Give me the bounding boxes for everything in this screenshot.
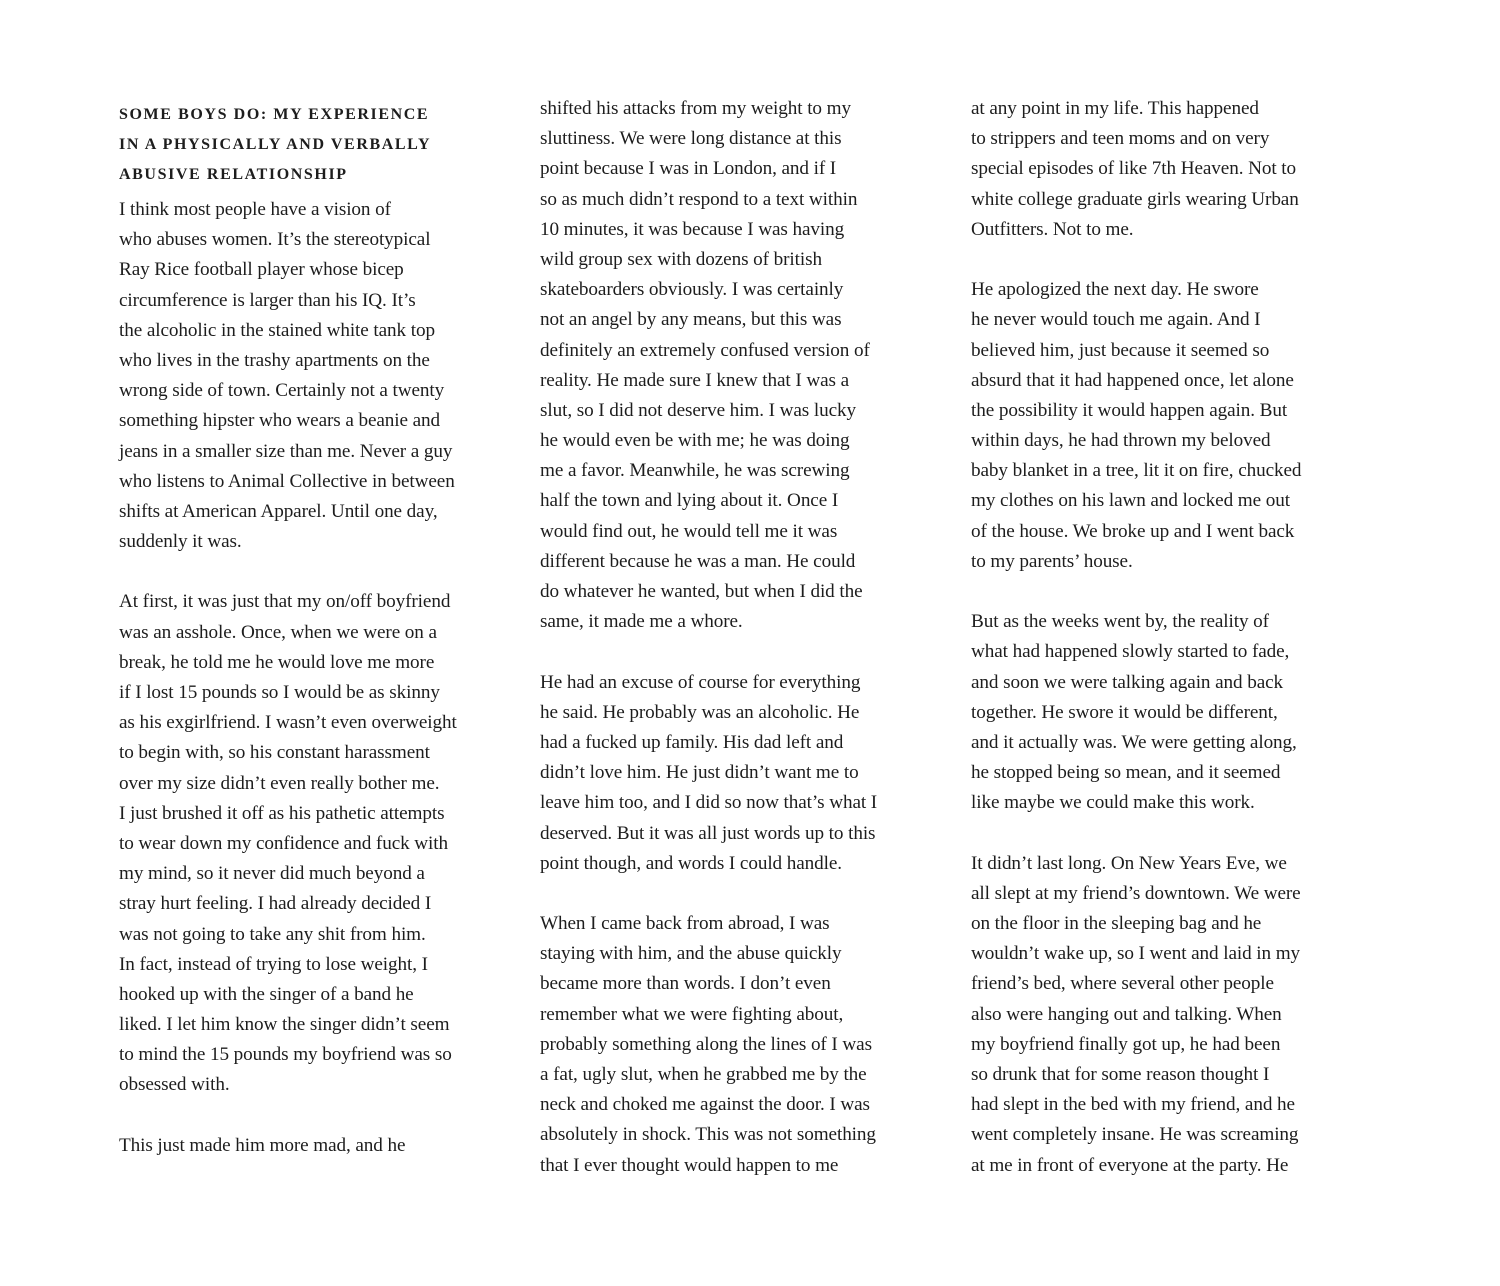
title-line: SOME BOYS DO: MY EXPERIENCE bbox=[119, 106, 430, 123]
text-line: slut, so I did not deserve him. I was lucky bbox=[540, 399, 856, 421]
paragraph bbox=[971, 275, 1301, 577]
column-body bbox=[971, 94, 1301, 1211]
text-line: he said. He probably was an alcoholic. He bbox=[540, 701, 860, 723]
paragraph bbox=[119, 195, 457, 557]
text-line: He apologized the next day. He swore bbox=[971, 279, 1259, 301]
text-line: of the house. We broke up and I went back bbox=[971, 520, 1295, 542]
paragraph bbox=[971, 607, 1301, 818]
text-line: he stopped being so mean, and it seemed bbox=[971, 762, 1281, 784]
text-line: who listens to Animal Collective in between bbox=[119, 470, 455, 492]
text-line: suddenly it was. bbox=[119, 531, 242, 553]
text-line: deserved. But it was all just words up to this bbox=[540, 822, 876, 844]
text-line: was not going to take any shit from him. bbox=[119, 923, 426, 945]
text-line: my mind, so it never did much beyond a bbox=[119, 863, 425, 885]
text-line: neck and choked me against the door. I was bbox=[540, 1094, 870, 1116]
text-line: half the town and lying about it. Once I bbox=[540, 490, 839, 512]
text-line: and soon we were talking again and back bbox=[971, 671, 1284, 693]
text-line: It didn’t last long. On New Years Eve, we bbox=[971, 852, 1287, 874]
text-line: obsessed with. bbox=[119, 1074, 230, 1096]
text-line: remember what we were fighting about, bbox=[540, 1003, 844, 1025]
text-line: a fat, ugly slut, when he grabbed me by the bbox=[540, 1064, 867, 1085]
paragraph bbox=[540, 668, 877, 879]
text-line: had slept in the bed with my friend, and he bbox=[971, 1094, 1295, 1116]
text-line: white college graduate girls wearing Urban bbox=[971, 188, 1299, 210]
text-line: to begin with, so his constant harassment bbox=[119, 742, 430, 764]
text-line: In fact, instead of trying to lose weight, I bbox=[119, 953, 428, 975]
text-line: But as the weeks went by, the reality of bbox=[971, 611, 1269, 633]
text-line: break, he told me he would love me more bbox=[119, 651, 435, 673]
article-title bbox=[119, 100, 431, 191]
text-line: all slept at my friend’s downtown. We were bbox=[971, 882, 1301, 904]
text-line: also were hanging out and talking. When bbox=[971, 1003, 1282, 1025]
text-line: became more than words. I don’t even bbox=[540, 973, 831, 995]
text-line: hooked up with the singer of a band he bbox=[119, 983, 414, 1005]
text-line: staying with him, and the abuse quickly bbox=[540, 943, 842, 965]
text-line: 10 minutes, it was because I was having bbox=[540, 218, 845, 240]
text-line: my clothes on his lawn and locked me out bbox=[971, 490, 1290, 512]
text-line: that I ever thought would happen to me bbox=[540, 1154, 839, 1176]
text-line: shifts at American Apparel. Until one day, bbox=[119, 500, 438, 522]
text-line: not an angel by any means, but this was bbox=[540, 309, 842, 331]
text-line: over my size didn’t even really bother me. bbox=[119, 772, 440, 794]
text-line: he never would touch me again. And I bbox=[971, 309, 1261, 331]
text-line: friend’s bed, where several other people bbox=[971, 973, 1274, 995]
column-body bbox=[540, 94, 877, 1211]
text-line: at me in front of everyone at the party. He bbox=[971, 1154, 1289, 1176]
text-line: jeans in a smaller size than me. Never a guy bbox=[119, 440, 453, 462]
paragraph bbox=[540, 909, 877, 1181]
text-line: sluttiness. We were long distance at this bbox=[540, 128, 842, 150]
text-line: absurd that it had happened once, let alone bbox=[971, 369, 1294, 391]
text-line: me a favor. Meanwhile, he was screwing bbox=[540, 460, 850, 482]
text-line: liked. I let him know the singer didn’t seem bbox=[119, 1014, 450, 1036]
text-line: point though, and words I could handle. bbox=[540, 852, 842, 874]
text-line: point because I was in London, and if I bbox=[540, 158, 837, 180]
text-line: as his exgirlfriend. I wasn’t even overweight bbox=[119, 712, 457, 734]
text-line: circumference is larger than his IQ. It’s bbox=[119, 289, 416, 311]
text-line: within days, he had thrown my beloved bbox=[971, 430, 1271, 452]
text-line: went completely insane. He was screaming bbox=[971, 1124, 1299, 1146]
text-line: At first, it was just that my on/off boyfriend bbox=[119, 591, 451, 613]
text-line: absolutely in shock. This was not something bbox=[540, 1124, 876, 1146]
text-line: Ray Rice football player whose bicep bbox=[119, 259, 404, 281]
text-line: didn’t love him. He just didn’t want me to bbox=[540, 762, 859, 784]
paragraph bbox=[971, 849, 1301, 1181]
text-line: baby blanket in a tree, lit it on fire, chucked bbox=[971, 460, 1302, 482]
text-line: the possibility it would happen again. But bbox=[971, 399, 1288, 421]
text-line: do whatever he wanted, but when I did the bbox=[540, 581, 863, 602]
text-line: together. He swore it would be different, bbox=[971, 701, 1278, 723]
text-line: wrong side of town. Certainly not a twenty bbox=[119, 380, 445, 402]
text-line: my boyfriend finally got up, he had been bbox=[971, 1033, 1281, 1055]
text-line: different because he was a man. He could bbox=[540, 550, 856, 572]
text-line: probably something along the lines of I was bbox=[540, 1033, 872, 1055]
text-line: stray hurt feeling. I had already decided I bbox=[119, 893, 432, 915]
text-line: Outfitters. Not to me. bbox=[971, 218, 1134, 240]
text-line: definitely an extremely confused version of bbox=[540, 339, 870, 361]
text-line: reality. He made sure I knew that I was a bbox=[540, 369, 849, 391]
column-body bbox=[119, 195, 457, 1191]
text-line: wouldn’t wake up, so I went and laid in my bbox=[971, 943, 1301, 965]
title-line: ABUSIVE RELATIONSHIP bbox=[119, 166, 348, 184]
text-line: what had happened slowly started to fade, bbox=[971, 641, 1290, 663]
text-line: so drunk that for some reason thought I bbox=[971, 1064, 1270, 1085]
text-line: This just made him more mad, and he bbox=[119, 1134, 406, 1156]
text-line: he would even be with me; he was doing bbox=[540, 430, 850, 452]
text-line: I just brushed it off as his pathetic attempts bbox=[119, 802, 445, 824]
text-line: same, it made me a whore. bbox=[540, 611, 743, 633]
text-line: When I came back from abroad, I was bbox=[540, 913, 830, 935]
text-line: special episodes of like 7th Heaven. Not to bbox=[971, 158, 1296, 180]
text-line: who abuses women. It’s the stereotypical bbox=[119, 229, 431, 251]
text-line: at any point in my life. This happened bbox=[971, 98, 1259, 119]
text-line: like maybe we could make this work. bbox=[971, 792, 1255, 814]
title-line: IN A PHYSICALLY AND VERBALLY bbox=[119, 136, 432, 154]
text-line: He had an excuse of course for everything bbox=[540, 671, 861, 693]
text-line: so as much didn’t respond to a text within bbox=[540, 188, 858, 210]
text-line: and it actually was. We were getting along, bbox=[971, 731, 1297, 753]
text-line: wild group sex with dozens of british bbox=[540, 248, 822, 270]
text-line: had a fucked up family. His dad left and bbox=[540, 731, 844, 753]
text-line: shifted his attacks from my weight to my bbox=[540, 98, 851, 119]
text-line: skateboarders obviously. I was certainly bbox=[540, 279, 844, 301]
text-line: on the floor in the sleeping bag and he bbox=[971, 913, 1262, 935]
text-line: to my parents’ house. bbox=[971, 550, 1133, 572]
text-line: to wear down my confidence and fuck with bbox=[119, 832, 449, 854]
text-line: believed him, just because it seemed so bbox=[971, 339, 1270, 361]
text-line: the alcoholic in the stained white tank top bbox=[119, 319, 435, 341]
text-line: to mind the 15 pounds my boyfriend was so bbox=[119, 1044, 452, 1066]
paragraph bbox=[971, 94, 1301, 245]
text-line: I think most people have a vision of bbox=[119, 199, 391, 220]
text-line: was an asshole. Once, when we were on a bbox=[119, 621, 437, 643]
text-line: leave him too, and I did so now that’s what I bbox=[540, 792, 878, 814]
text-line: something hipster who wears a beanie and bbox=[119, 410, 441, 432]
paragraph bbox=[119, 587, 457, 1100]
text-line: to strippers and teen moms and on very bbox=[971, 128, 1270, 150]
text-line: who lives in the trashy apartments on the bbox=[119, 349, 430, 371]
paragraph bbox=[540, 94, 877, 637]
text-line: would find out, he would tell me it was bbox=[540, 520, 838, 542]
paragraph bbox=[119, 1131, 457, 1161]
text-line: if I lost 15 pounds so I would be as skinny bbox=[119, 682, 440, 703]
